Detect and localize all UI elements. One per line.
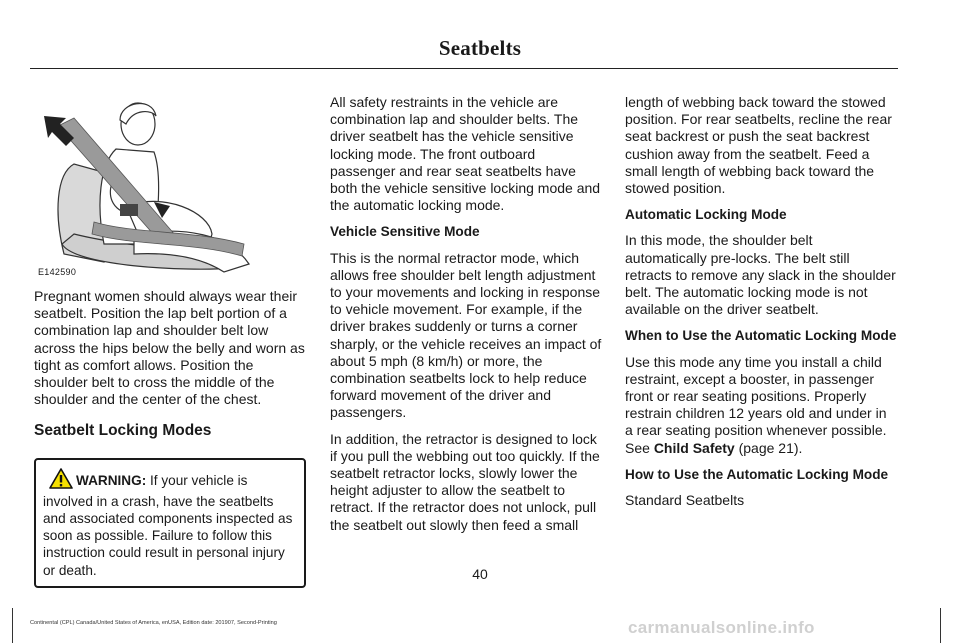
continued-paragraph: length of webbing back toward the stowed position. For rear seatbelts, recline the rear seat backrest or push the seat backrest cushion away from the seatbelt. Feed a small length of webbing back toward the stowed position. [625,94,892,197]
pregnant-women-paragraph: Pregnant women should always wear their seatbelt. Position the lap belt portion of a combination lap and shoulder belt low across the hips below the belly and worn as tight as comfort allows. Position the shoulder belt to cross the middle of the shoulder and the center of the chest. [34,288,305,408]
standard-seatbelts-label: Standard Seatbelts [625,492,745,509]
heading-automatic-locking-mode: Automatic Locking Mode [625,207,787,223]
page-number: 40 [472,566,488,582]
warning-text: If your vehicle is involved in a crash, have the seatbelts and associated components inspected as soon as possible. Failure to follow this instruction could result in personal injury or death. [43,472,293,578]
when-to-use-paragraph [625,354,897,457]
heading-when-to-use: When to Use the Automatic Locking Mode [625,328,897,344]
column-3 [625,94,897,518]
vehicle-sensitive-mode-paragraph: This is the normal retractor mode, which allows free shoulder belt length adjustment to your movements and locking in response to vehicle movement. For example, if the driver brakes suddenly or turns a corner sharply, or the vehicle receives an impact of about 5 mph (8 km/h) or more, the combination seatbelts lock to help reduce forward movement of the driver and passengers. [330,249,602,421]
heading-how-to-use: How to Use the Automatic Locking Mode [625,466,889,482]
restraints-intro-paragraph: All safety restraints in the vehicle are combination lap and shoulder belts. The driver seatbelt has the vehicle sensitive locking mode. The front outboard passenger and rear seat seatbelts have both the vehicle sensitive locking mode and the automatic locking mode. [330,94,601,214]
child-safety-link[interactable]: Child Safety [653,439,735,456]
column-2 [330,94,602,543]
heading-vehicle-sensitive-mode: Vehicle Sensitive Mode [330,224,480,240]
figure-code: E142590 [38,267,77,277]
pregnant-seatbelt-illustration [34,94,306,278]
when-to-use-text: Use this mode any time you install a child restraint, except a booster, in passenger front or rear seating positions. Properly restrain children 12 years old and under in a rear seating position whenever possible. See [625,353,887,456]
watermark: carmanualsonline.info [628,618,815,637]
crop-mark-left [12,608,13,643]
page-reference: (page 21). [734,439,803,456]
header-divider [30,68,898,69]
illustration-svg [34,94,306,278]
retractor-lock-paragraph: In addition, the retractor is designed to lock if you pull the webbing out too quickly. If the seatbelt retractor locks, slowly lower the height adjuster to allow the seatbelt to retract. If the retractor does not unlock, pull the seatbelt out slowly then feed a small [330,430,600,533]
footer-edition-text: Continental (CPL) Canada/United States of America, enUSA, Edition date: 201907, Second-Printing [30,620,277,626]
column-1 [34,94,306,588]
warning-label: WARNING: [76,472,147,488]
automatic-locking-mode-paragraph: In this mode, the shoulder belt automatically pre-locks. The belt still retracts to remove any slack in the shoulder belt. The automatic locking mode is not available on the driver seatbelt. [625,232,896,318]
crop-mark-right [940,608,941,643]
section-heading-locking-modes: Seatbelt Locking Modes [34,422,212,440]
warning-triangle-icon [49,468,73,493]
page-title: Seatbelts [438,36,522,60]
